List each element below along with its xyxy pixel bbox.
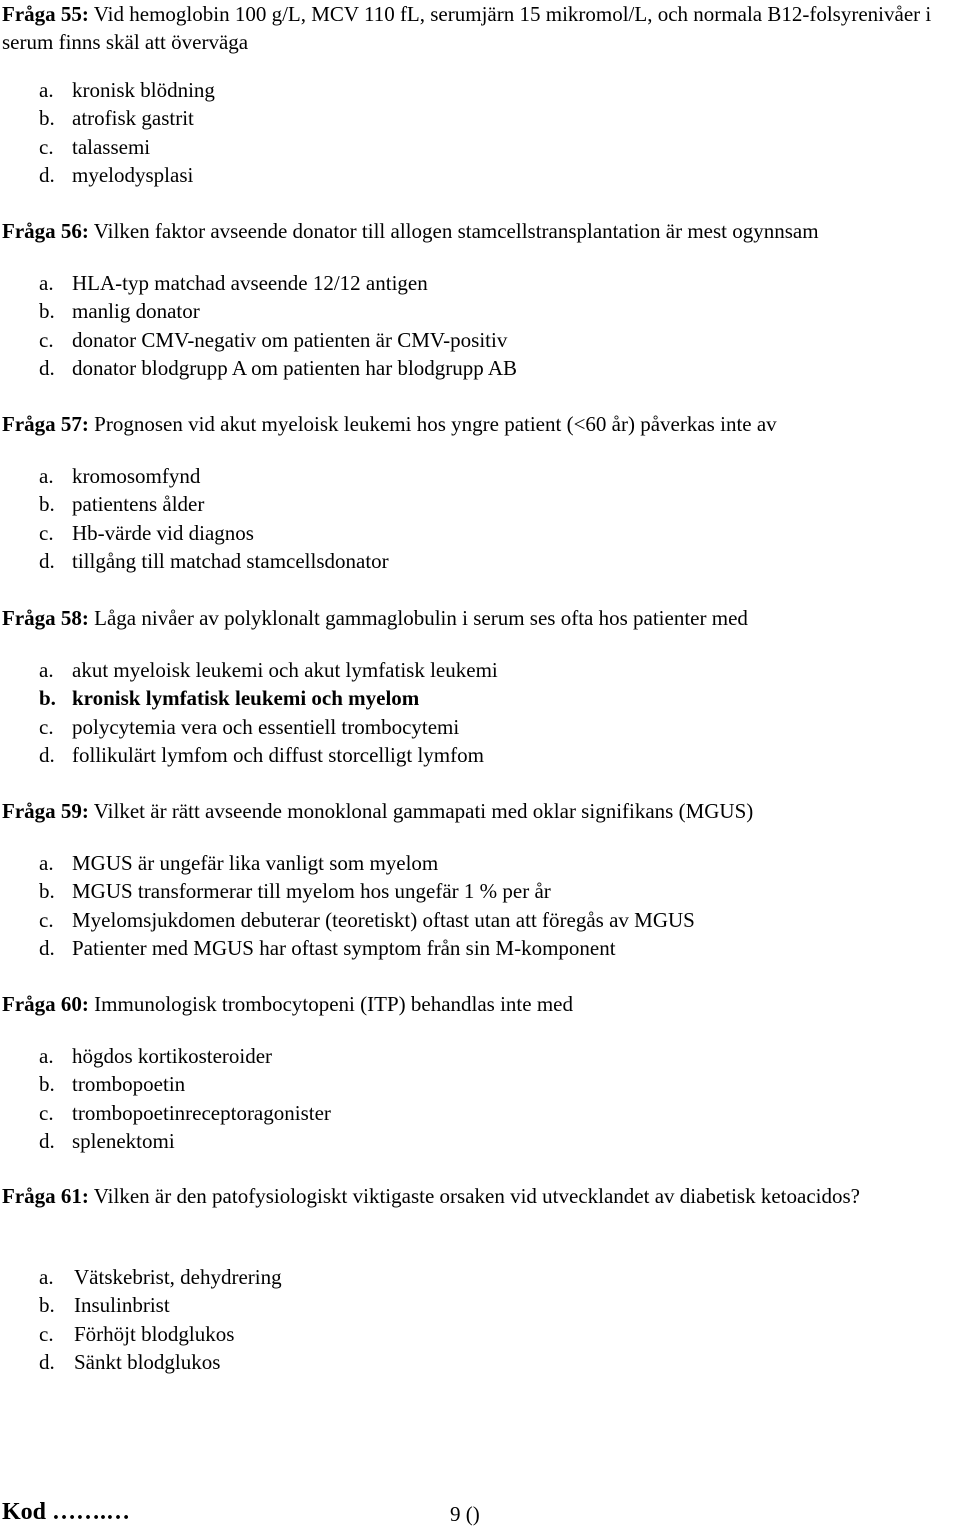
option-d: d. donator blodgrupp A om patienten har blodgrupp AB: [39, 355, 518, 380]
option-c: c. polycytemia vera och essentiell trombocytemi: [39, 714, 460, 739]
question-text: Låga nivåer av polyklonalt gammaglobulin i serum ses ofta hos patienter med: [88, 606, 748, 630]
option-d: d. Patienter med MGUS har oftast symptom från sin M-komponent: [39, 935, 616, 960]
question-55-stem: [2, 0, 958, 56]
option-c: c. Hb-värde vid diagnos: [39, 520, 254, 545]
question-61-options: [39, 1263, 939, 1376]
question-label: Fråga 60:: [2, 992, 89, 1016]
option-d: d. follikulärt lymfom och diffust storcelligt lymfom: [39, 742, 484, 767]
option-a: a. akut myeloisk leukemi och akut lymfatisk leukemi: [39, 658, 498, 682]
question-text: Vilken är den patofysiologiskt viktigaste orsaken vid utvecklandet av diabetisk ketoacidos?: [88, 1184, 860, 1208]
option-d: d. splenektomi: [39, 1128, 175, 1153]
option-c: c. donator CMV-negativ om patienten är CMV-positiv: [39, 327, 508, 352]
question-text: Prognosen vid akut myeloisk leukemi hos yngre patient (<60 år) påverkas inte av: [88, 412, 777, 436]
question-57-options: [39, 462, 939, 575]
kod-label: Kod …….…: [2, 1499, 131, 1525]
page-number: 9 (): [450, 1502, 480, 1526]
page-footer: [2, 1496, 952, 1530]
question-text: Vid hemoglobin 100 g/L, MCV 110 fL, serumjärn 15 mikromol/L, och normala B12-folsyrenivåer i serum finns skäl att överväga: [2, 2, 932, 54]
option-d: d. tillgång till matchad stamcellsdonator: [39, 548, 389, 573]
option-b: b. atrofisk gastrit: [39, 106, 194, 131]
question-text: Vilken faktor avseende donator till allogen stamcellstransplantation är mest ogynnsam: [88, 219, 819, 243]
option-a: a. kromosomfynd: [39, 464, 201, 488]
question-59-stem: [2, 797, 958, 825]
question-label: Fråga 55:: [2, 2, 89, 26]
question-56-options: [39, 269, 939, 382]
question-61-stem: [2, 1182, 902, 1210]
option-b: b. trombopoetin: [39, 1072, 186, 1097]
question-60-options: [39, 1042, 939, 1155]
question-label: Fråga 61:: [2, 1184, 89, 1208]
option-a: a. högdos kortikosteroider: [39, 1044, 273, 1068]
question-label: Fråga 56:: [2, 219, 89, 243]
option-a: a. MGUS är ungefär lika vanligt som myelom: [39, 851, 439, 875]
option-c: c. trombopoetinreceptoragonister: [39, 1100, 331, 1125]
option-a: a. HLA-typ matchad avseende 12/12 antigen: [39, 271, 428, 295]
question-59-options: [39, 849, 939, 962]
option-d: d. myelodysplasi: [39, 162, 194, 187]
question-56-stem: [2, 217, 958, 245]
question-label: Fråga 59:: [2, 799, 89, 823]
question-55-options: [39, 76, 939, 189]
option-b: b. patientens ålder: [39, 492, 205, 517]
option-b-correct: b. kronisk lymfatisk leukemi och myelom: [39, 686, 420, 711]
option-b: b. Insulinbrist: [39, 1293, 170, 1318]
question-text: Vilket är rätt avseende monoklonal gammapati med oklar signifikans (MGUS): [88, 799, 754, 823]
question-label: Fråga 58:: [2, 606, 89, 630]
option-b: b. MGUS transformerar till myelom hos ungefär 1 % per år: [39, 879, 551, 904]
option-c: c. talassemi: [39, 134, 151, 159]
question-58-options: [39, 656, 939, 769]
option-b: b. manlig donator: [39, 299, 200, 324]
question-60-stem: [2, 990, 958, 1018]
question-58-stem: [2, 604, 958, 632]
option-c: c. Förhöjt blodglukos: [39, 1321, 235, 1346]
option-a: a. Vätskebrist, dehydrering: [39, 1265, 282, 1289]
option-d: d. Sänkt blodglukos: [39, 1349, 221, 1374]
option-c: c. Myelomsjukdomen debuterar (teoretiskt) oftast utan att föregås av MGUS: [39, 907, 695, 932]
question-57-stem: [2, 410, 958, 438]
question-label: Fråga 57:: [2, 412, 89, 436]
option-a: a. kronisk blödning: [39, 78, 215, 102]
question-text: Immunologisk trombocytopeni (ITP) behandlas inte med: [88, 992, 573, 1016]
